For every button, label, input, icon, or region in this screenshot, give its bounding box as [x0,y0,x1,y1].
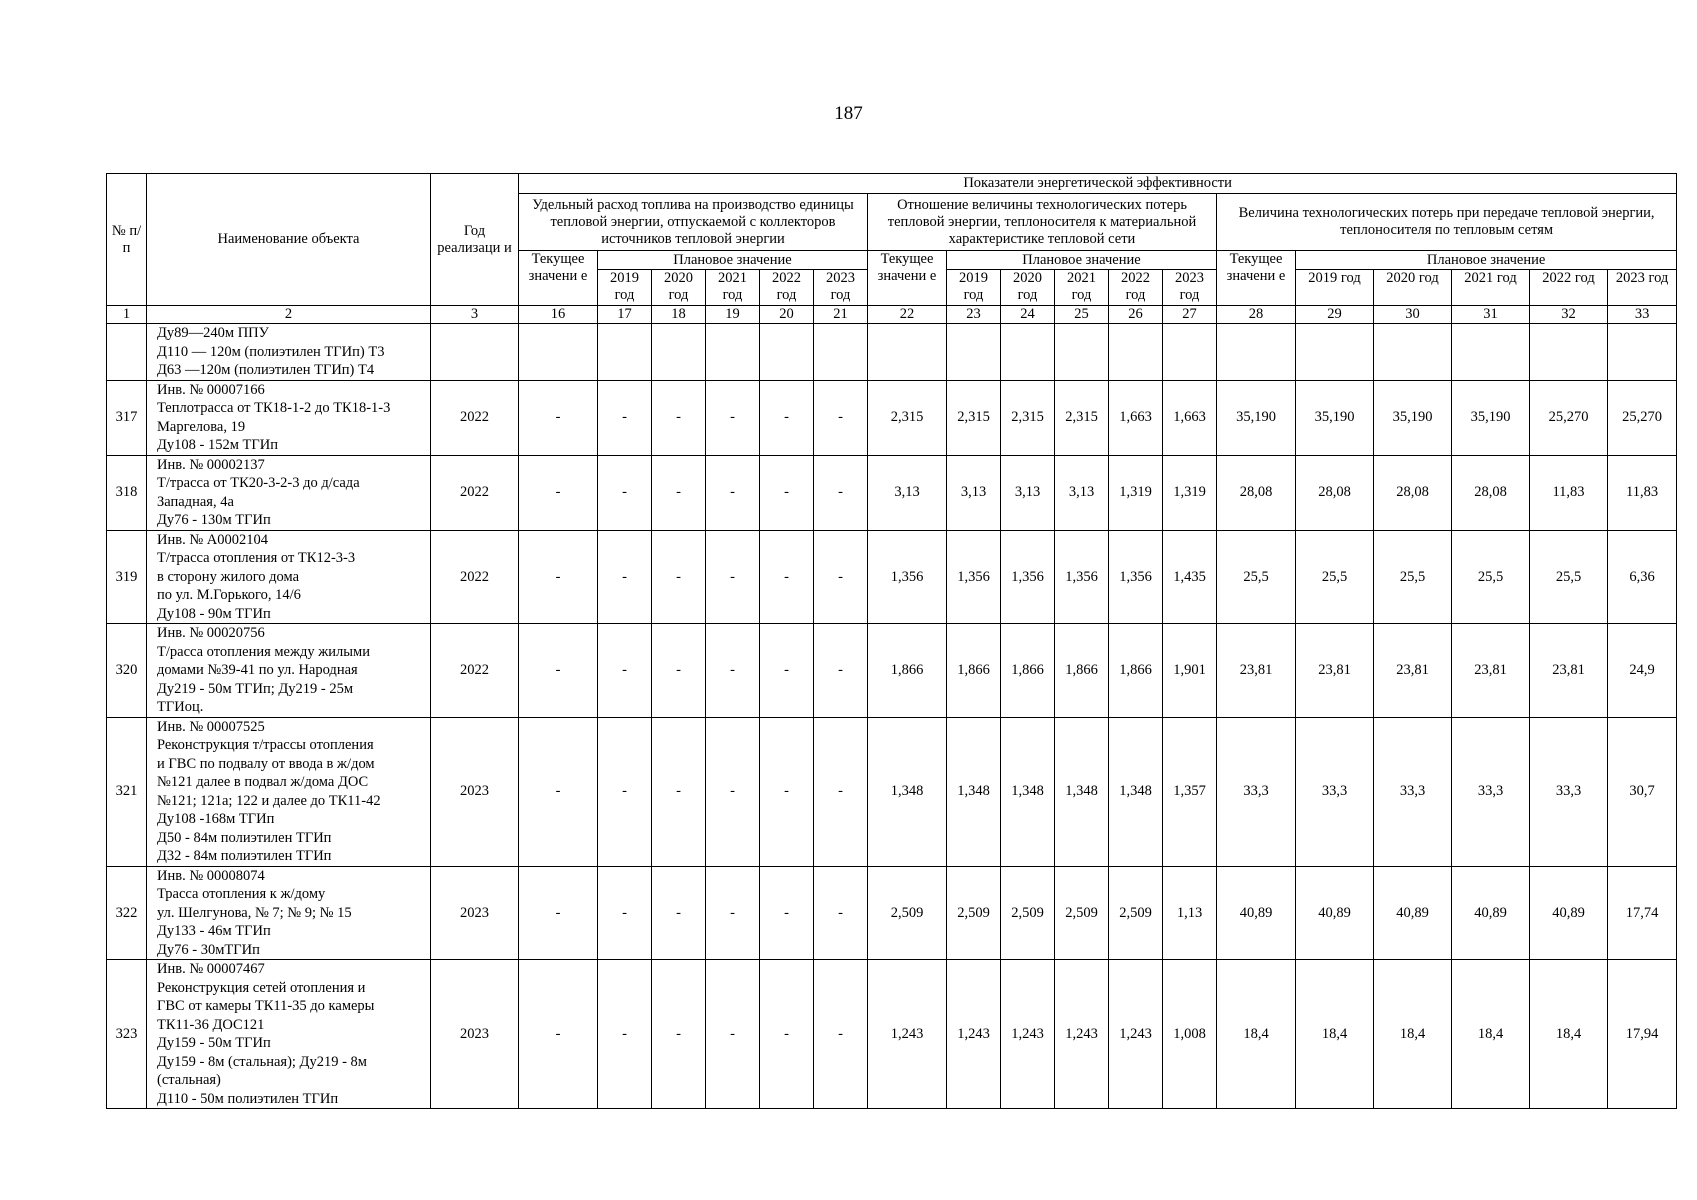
value-cell [1452,324,1530,381]
page-number: 187 [834,103,863,124]
value-cell: 1,348 [868,717,947,866]
header-no: № п/п [107,174,147,306]
value-cell: - [598,624,652,718]
value-cell: 18,4 [1374,960,1452,1109]
column-number: 33 [1608,306,1677,324]
header-plan-value: Плановое значение [598,251,868,270]
object-name-line: Д110 — 120м (полиэтилен ТГИп) Т3 [157,343,385,360]
table-row [107,717,1677,866]
value-cell: 23,81 [1530,624,1608,718]
value-cell: - [760,624,814,718]
object-name-line: по ул. М.Горького, 14/6 [157,587,301,603]
row-number: 317 [107,380,147,455]
object-name-line: ГВС от камеры ТК11-35 до камеры [157,998,375,1014]
implementation-year: 2023 [431,717,519,866]
value-cell: 25,5 [1374,530,1452,624]
value-cell: 18,4 [1217,960,1296,1109]
value-cell: - [519,866,598,960]
value-cell: 33,3 [1374,717,1452,866]
table-row [107,455,1677,530]
object-name-line: Д32 - 84м полиэтилен ТГИп [157,848,332,864]
value-cell [1374,324,1452,381]
header-year-2020: 2020 год [1001,270,1055,306]
value-cell: 1,356 [868,530,947,624]
value-cell: - [760,530,814,624]
implementation-year: 2022 [431,455,519,530]
value-cell: 17,94 [1608,960,1677,1109]
table-row [107,624,1677,718]
value-cell: 1,356 [947,530,1001,624]
value-cell: 24,9 [1608,624,1677,718]
object-name-line: Реконструкция т/трассы отопления [157,737,374,753]
header-year-2021: 2021 год [1452,270,1530,306]
value-cell: 25,5 [1217,530,1296,624]
value-cell: 25,270 [1530,380,1608,455]
column-number: 32 [1530,306,1608,324]
value-cell: 2,315 [1055,380,1109,455]
value-cell: 1,008 [1163,960,1217,1109]
value-cell: 1,348 [947,717,1001,866]
header-loss-ratio: Отношение величины технологических потерь тепловой энергии, теплоносителя к материальной характеристике тепловой сети [868,194,1217,251]
header-current-value: Текущее значени е [868,251,947,306]
implementation-year: 2023 [431,866,519,960]
value-cell: 33,3 [1217,717,1296,866]
object-name-line: Ду219 - 50м ТГИп; Ду219 - 25м [157,680,354,697]
header-year-2023: 2023 год [814,270,868,306]
object-name-line: №121 далее в подвал ж/дома ДОС [157,774,369,790]
value-cell: 33,3 [1530,717,1608,866]
value-cell: - [706,866,760,960]
column-number: 27 [1163,306,1217,324]
value-cell: 1,435 [1163,530,1217,624]
column-number: 24 [1001,306,1055,324]
value-cell: - [814,624,868,718]
value-cell: 25,5 [1530,530,1608,624]
object-name-line: Ду76 - 130м ТГИп [157,512,271,528]
value-cell: 11,83 [1608,455,1677,530]
header-year-2019: 2019 год [947,270,1001,306]
value-cell: 1,348 [1055,717,1109,866]
object-name-line: Т/трасса отопления от ТК12-3-3 [157,550,356,566]
value-cell: 35,190 [1296,380,1374,455]
value-cell: - [652,530,706,624]
column-number: 19 [706,306,760,324]
value-cell: 1,13 [1163,866,1217,960]
value-cell: 23,81 [1296,624,1374,718]
column-number: 29 [1296,306,1374,324]
value-cell [652,324,706,381]
row-number: 321 [107,717,147,866]
value-cell: 2,509 [1109,866,1163,960]
value-cell: 28,08 [1296,455,1374,530]
object-name-line: (стальная) [157,1072,221,1088]
value-cell: 17,74 [1608,866,1677,960]
object-name-line: Ду89—240м ППУ [157,325,269,341]
value-cell: - [760,717,814,866]
value-cell: 33,3 [1296,717,1374,866]
value-cell: 1,243 [947,960,1001,1109]
value-cell [519,324,598,381]
table-row [107,380,1677,455]
object-name-line: Инв. № А0002104 [157,531,269,548]
value-cell: 3,13 [1055,455,1109,530]
value-cell: - [519,717,598,866]
header-plan-value: Плановое значение [1296,251,1677,270]
value-cell: - [598,960,652,1109]
value-cell: - [814,380,868,455]
value-cell: - [814,530,868,624]
object-name-line: Реконструкция сетей отопления и [157,979,366,996]
value-cell: - [598,717,652,866]
value-cell: 23,81 [1217,624,1296,718]
object-name-line: Ду159 - 50м ТГИп [157,1035,271,1051]
header-year-2021: 2021 год [1055,270,1109,306]
value-cell: 28,08 [1217,455,1296,530]
value-cell: 2,315 [868,380,947,455]
column-number: 30 [1374,306,1452,324]
value-cell: 1,866 [947,624,1001,718]
column-number: 28 [1217,306,1296,324]
header-year-2023: 2023 год [1608,270,1677,306]
value-cell: 2,509 [947,866,1001,960]
value-cell: - [814,960,868,1109]
value-cell: 18,4 [1296,960,1374,1109]
value-cell: 1,243 [1055,960,1109,1109]
implementation-year: 2023 [431,960,519,1109]
object-name-line: Ду108 -168м ТГИп [157,811,275,827]
value-cell: 1,866 [1001,624,1055,718]
value-cell: - [706,624,760,718]
value-cell: 11,83 [1530,455,1608,530]
object-name [147,380,431,455]
value-cell: - [652,380,706,455]
header-group-title: Показатели энергетической эффективности [519,174,1677,194]
implementation-year [431,324,519,381]
value-cell: 1,348 [1001,717,1055,866]
table-row [107,324,1677,381]
column-number: 23 [947,306,1001,324]
value-cell [814,324,868,381]
value-cell: 40,89 [1374,866,1452,960]
object-name-line: Т/расса отопления между жилыми [157,643,370,660]
column-number: 21 [814,306,868,324]
object-name-line: Теплотрасса от ТК18-1-2 до ТК18-1-3 [157,400,391,416]
object-name-line: Ду108 - 90м ТГИп [157,605,271,622]
value-cell [706,324,760,381]
column-number: 25 [1055,306,1109,324]
value-cell [1608,324,1677,381]
value-cell: - [652,717,706,866]
object-name [147,324,431,381]
header-year: Год реализаци и [431,174,519,306]
value-cell [1109,324,1163,381]
value-cell: - [652,866,706,960]
object-name-line: Инв. № 00020756 [157,625,265,641]
object-name-line: Т/трасса от ТК20-3-2-3 до д/сада [157,475,360,491]
value-cell: - [814,455,868,530]
object-name-line: Маргелова, 19 [157,418,246,435]
object-name-line: Инв. № 00002137 [157,456,265,473]
value-cell: - [652,624,706,718]
column-number: 16 [519,306,598,324]
object-name [147,455,431,530]
value-cell: 1,243 [1109,960,1163,1109]
value-cell: - [814,717,868,866]
column-number: 22 [868,306,947,324]
value-cell: 2,509 [1055,866,1109,960]
object-name-line: Инв. № 00007166 [157,381,265,398]
value-cell: - [706,960,760,1109]
header-fuel-consumption: Удельный расход топлива на производство единицы тепловой энергии, отпускаемой с коллекторов источников тепловой энергии [519,194,868,251]
header-tech-losses: Величина технологических потерь при передаче тепловой энергии, теплоносителя по тепловым сетям [1217,194,1677,251]
value-cell: 23,81 [1374,624,1452,718]
column-number: 3 [431,306,519,324]
value-cell: - [519,455,598,530]
value-cell: 1,319 [1109,455,1163,530]
value-cell: 25,5 [1296,530,1374,624]
value-cell: - [760,960,814,1109]
value-cell [1001,324,1055,381]
header-year-2022: 2022 год [760,270,814,306]
object-name-line: Инв. № 00007525 [157,718,265,735]
object-name-line: Инв. № 00007467 [157,961,265,977]
value-cell: 3,13 [1001,455,1055,530]
value-cell: 1,866 [1109,624,1163,718]
value-cell: 35,190 [1374,380,1452,455]
object-name-line: Д50 - 84м полиэтилен ТГИп [157,829,332,846]
object-name-line: ТК11-36 ДОС121 [157,1016,265,1033]
value-cell: 1,901 [1163,624,1217,718]
value-cell: 3,13 [868,455,947,530]
object-name-line: Ду159 - 8м (стальная); Ду219 - 8м [157,1053,367,1070]
value-cell: - [706,530,760,624]
value-cell: 6,36 [1608,530,1677,624]
header-year-2019: 2019 год [1296,270,1374,306]
column-number: 17 [598,306,652,324]
value-cell: 2,509 [1001,866,1055,960]
value-cell [947,324,1001,381]
value-cell: - [519,960,598,1109]
implementation-year: 2022 [431,624,519,718]
object-name [147,530,431,624]
object-name-line: ул. Шелгунова, № 7; № 9; № 15 [157,904,352,921]
value-cell: - [706,717,760,866]
header-current-value: Текущее значени е [519,251,598,306]
column-number: 26 [1109,306,1163,324]
value-cell: - [706,455,760,530]
value-cell: 18,4 [1530,960,1608,1109]
value-cell: 40,89 [1452,866,1530,960]
value-cell: 1,348 [1109,717,1163,866]
header-year-2022: 2022 год [1530,270,1608,306]
value-cell: - [652,960,706,1109]
row-number: 319 [107,530,147,624]
object-name-line: Ду108 - 152м ТГИп [157,437,278,453]
value-cell [760,324,814,381]
value-cell: 33,3 [1452,717,1530,866]
value-cell [598,324,652,381]
object-name-line: №121; 121а; 122 и далее до ТК11-42 [157,792,381,809]
value-cell [1163,324,1217,381]
value-cell: - [652,455,706,530]
object-name-line: Инв. № 00008074 [157,867,265,884]
column-number: 2 [147,306,431,324]
value-cell [1055,324,1109,381]
value-cell [1296,324,1374,381]
object-name [147,624,431,718]
column-number: 31 [1452,306,1530,324]
value-cell: 1,866 [868,624,947,718]
value-cell: 23,81 [1452,624,1530,718]
object-name [147,960,431,1109]
value-cell: 18,4 [1452,960,1530,1109]
value-cell: - [598,455,652,530]
header-year-2020: 2020 год [652,270,706,306]
column-number: 18 [652,306,706,324]
energy-efficiency-table [106,173,1677,1109]
header-name: Наименование объекта [147,174,431,306]
object-name-line: и ГВС по подвалу от ввода в ж/дом [157,755,375,772]
value-cell: 2,509 [868,866,947,960]
table-row [107,530,1677,624]
value-cell: 3,13 [947,455,1001,530]
value-cell: - [598,530,652,624]
value-cell [1217,324,1296,381]
row-number: 318 [107,455,147,530]
object-name [147,717,431,866]
value-cell: 1,866 [1055,624,1109,718]
value-cell [868,324,947,381]
object-name-line: в сторону жилого дома [157,568,300,585]
object-name-line: Трасса отопления к ж/дому [157,886,326,902]
value-cell: 1,356 [1001,530,1055,624]
value-cell: - [598,380,652,455]
value-cell: 28,08 [1374,455,1452,530]
header-year-2020: 2020 год [1374,270,1452,306]
header-year-2022: 2022 год [1109,270,1163,306]
value-cell: - [760,455,814,530]
value-cell: 1,357 [1163,717,1217,866]
value-cell: 40,89 [1530,866,1608,960]
value-cell: - [706,380,760,455]
column-number: 20 [760,306,814,324]
value-cell: - [519,380,598,455]
header-year-2021: 2021 год [706,270,760,306]
row-number: 320 [107,624,147,718]
value-cell: 1,356 [1109,530,1163,624]
object-name-line: Д110 - 50м полиэтилен ТГИп [157,1090,339,1107]
value-cell: 40,89 [1296,866,1374,960]
value-cell: - [519,624,598,718]
value-cell: - [519,530,598,624]
implementation-year: 2022 [431,380,519,455]
value-cell: 1,663 [1163,380,1217,455]
object-name-line: Ду133 - 46м ТГИп [157,923,271,939]
value-cell: - [598,866,652,960]
object-name [147,866,431,960]
value-cell: 35,190 [1452,380,1530,455]
value-cell: - [760,866,814,960]
row-number: 322 [107,866,147,960]
value-cell: - [760,380,814,455]
value-cell: 2,315 [947,380,1001,455]
object-name-line: Западная, 4а [157,493,234,510]
value-cell: 25,5 [1452,530,1530,624]
value-cell: 35,190 [1217,380,1296,455]
value-cell [1530,324,1608,381]
value-cell: 1,319 [1163,455,1217,530]
value-cell: 1,243 [1001,960,1055,1109]
object-name-line: Ду76 - 30мТГИп [157,941,260,958]
object-name-line: домами №39-41 по ул. Народная [157,662,358,678]
table-row [107,866,1677,960]
row-number [107,324,147,381]
header-current-value: Текущее значени е [1217,251,1296,306]
column-number: 1 [107,306,147,324]
value-cell: 30,7 [1608,717,1677,866]
header-year-2023: 2023 год [1163,270,1217,306]
value-cell: 2,315 [1001,380,1055,455]
header-year-2019: 2019 год [598,270,652,306]
value-cell: 40,89 [1217,866,1296,960]
implementation-year: 2022 [431,530,519,624]
value-cell: 1,356 [1055,530,1109,624]
header-plan-value: Плановое значение [947,251,1217,270]
value-cell: - [814,866,868,960]
value-cell: 28,08 [1452,455,1530,530]
value-cell: 25,270 [1608,380,1677,455]
object-name-line: Д63 —120м (полиэтилен ТГИп) Т4 [157,362,375,378]
row-number: 323 [107,960,147,1109]
value-cell: 1,663 [1109,380,1163,455]
table-row [107,960,1677,1109]
value-cell: 1,243 [868,960,947,1109]
object-name-line: ТГИоц. [157,699,204,715]
